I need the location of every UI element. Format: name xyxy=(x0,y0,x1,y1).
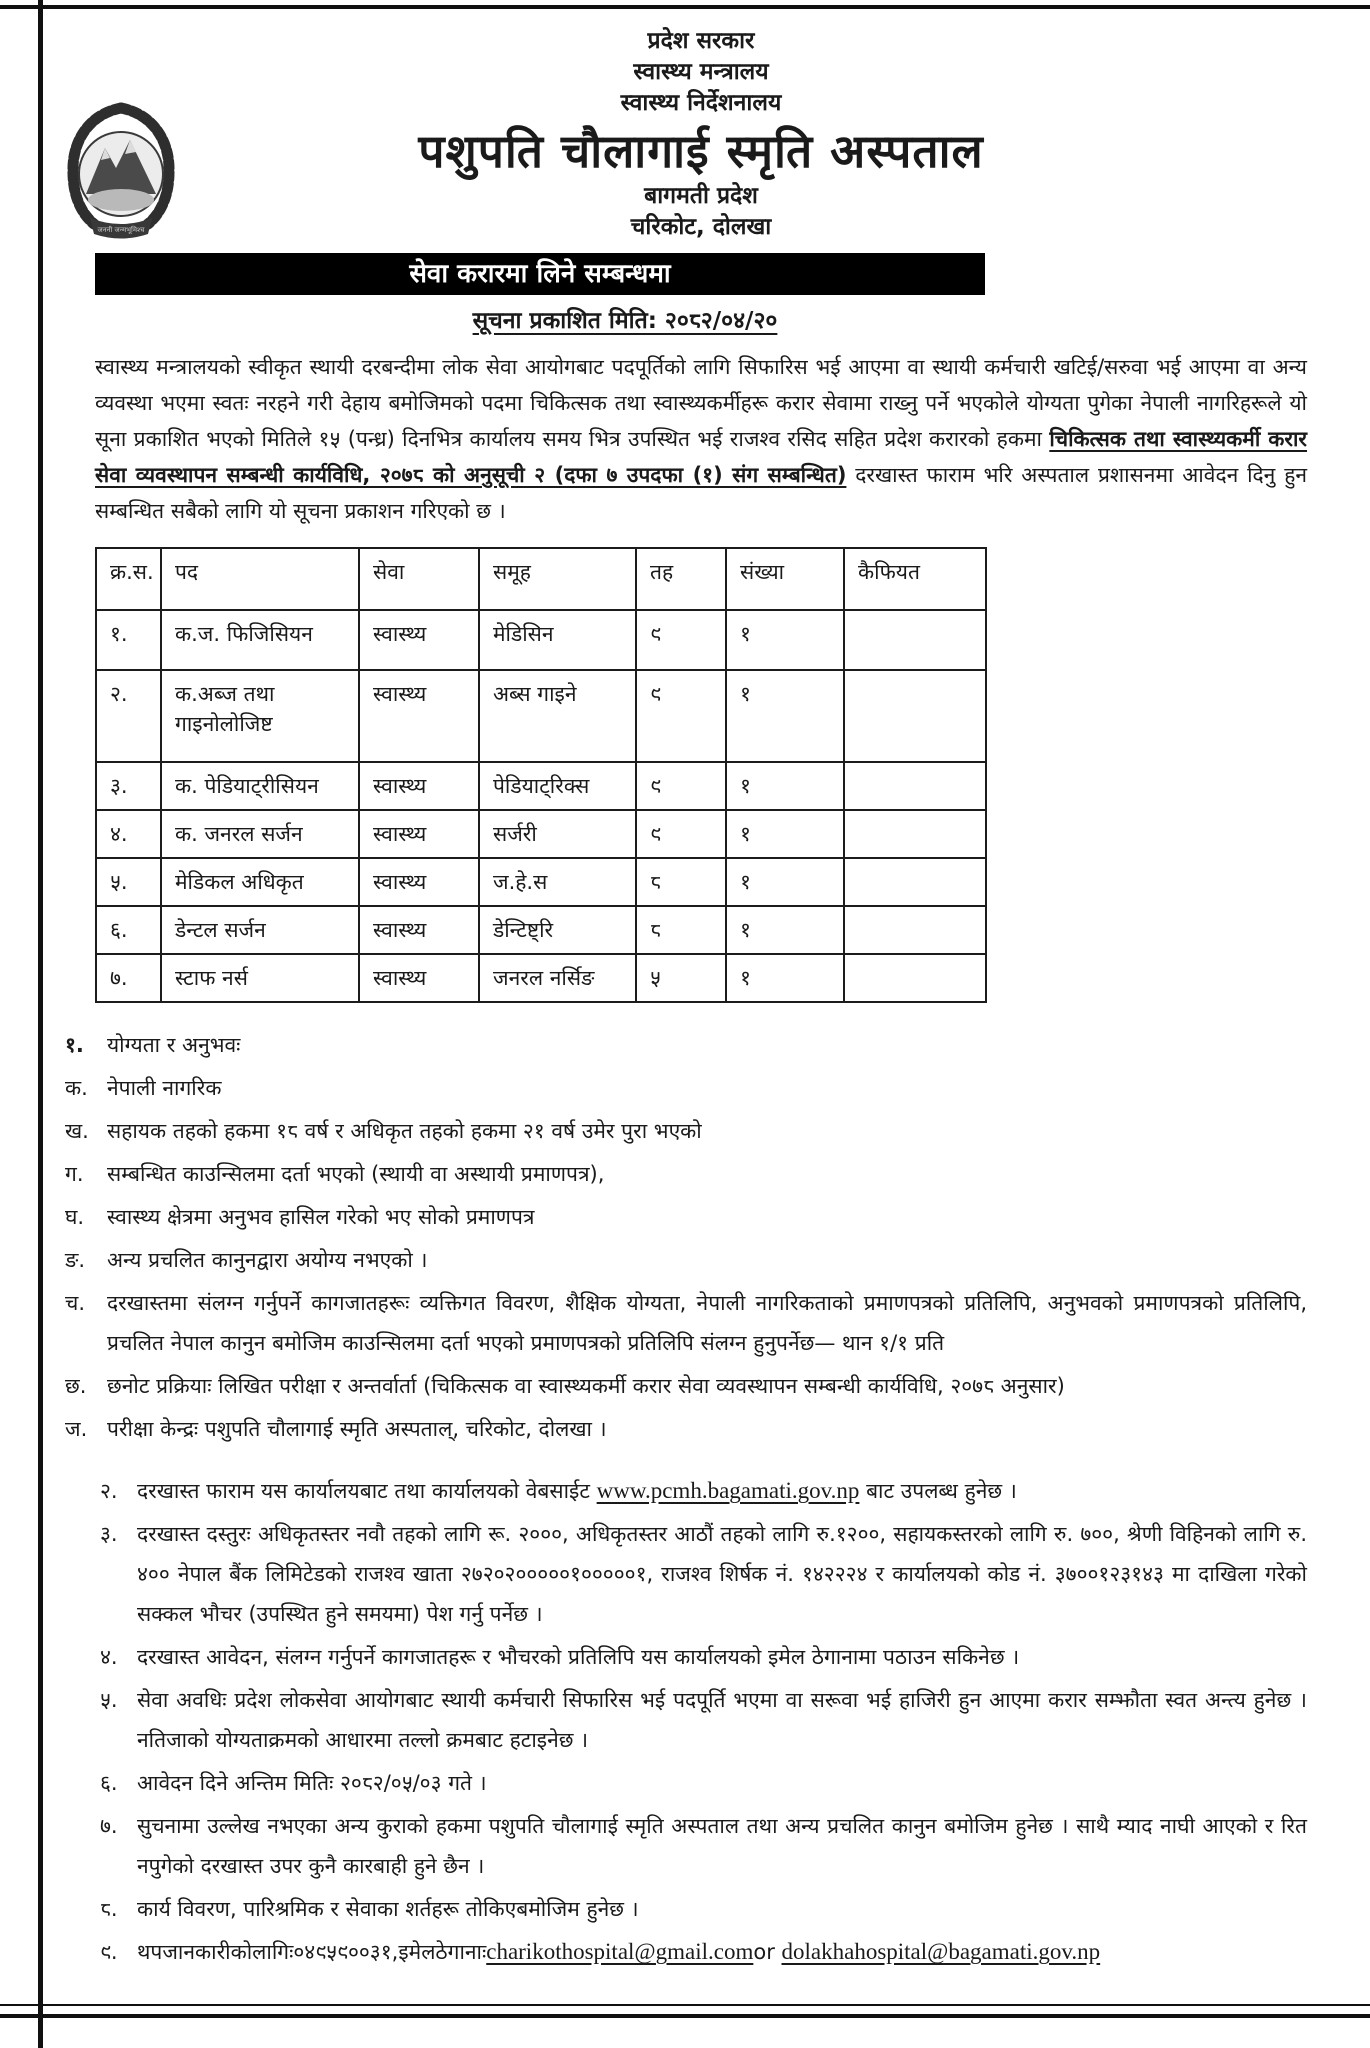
item-text: नेपाली नागरिक xyxy=(107,1076,222,1100)
item-marker: ४. xyxy=(100,1645,118,1669)
page-border-top xyxy=(0,5,1370,9)
list-item-form-availability xyxy=(100,1471,1307,1511)
form-note-post: बाट उपलब्ध हुनेछ । xyxy=(859,1479,1017,1503)
list-item xyxy=(65,1283,1307,1363)
item-marker: ५. xyxy=(100,1688,118,1712)
table-row xyxy=(96,858,986,906)
cell-group: जनरल नर्सिङ xyxy=(479,954,636,1002)
list-item-email-submission xyxy=(100,1637,1307,1677)
item-text: सेवा अवधिः प्रदेश लोकसेवा आयोगबाट स्थायी कर्मचारी सिफारिस भई पदपूर्ति भएमा वा सरूवा भई हाजिरी हुन आएमा करार सम्झौता स्वत अन्त्य हुनेछ । नतिजाको योग्यताक्रमको आधारमा तल्लो क्रमबाट हटाइनेछ । xyxy=(137,1688,1307,1752)
cell-count: १ xyxy=(726,610,844,670)
item-marker: ६. xyxy=(100,1771,118,1795)
item-text: सहायक तहको हकमा १८ वर्ष र अधिकृत तहको हकमा २१ वर्ष उमेर पुरा भएको xyxy=(107,1119,702,1143)
cell-remarks xyxy=(844,810,986,858)
cell-group: सर्जरी xyxy=(479,810,636,858)
item-text: सम्बन्धित काउन्सिलमा दर्ता भएको (स्थायी वा अस्थायी प्रमाणपत्र), xyxy=(107,1162,605,1186)
list-item-fees xyxy=(100,1514,1307,1634)
header-cell-remarks: कैफियत xyxy=(844,548,986,610)
header-cell-count: संख्या xyxy=(726,548,844,610)
item-text: सुचनामा उल्लेख नभएका अन्य कुराको हकमा पशुपति चौलागाई स्मृति अस्पताल तथा अन्य प्रचलित कानुन बमोजिम हुनेछ । साथै म्याद नाघी आएको र रित नपुगेको दरखास्त उपर कुनै कारबाही हुने छैन । xyxy=(137,1814,1307,1878)
cell-service: स्वास्थ्य xyxy=(359,810,479,858)
item-marker: २. xyxy=(100,1479,118,1503)
cell-count: १ xyxy=(726,810,844,858)
org-line-ministry: स्वास्थ्य मन्त्रालय xyxy=(633,59,769,85)
item-marker: ९. xyxy=(100,1940,118,1964)
form-note-pre: दरखास्त फाराम यस कार्यालयबाट तथा कार्यालयको वेबसाईट xyxy=(137,1479,597,1503)
cell-service: स्वास्थ्य xyxy=(359,670,479,762)
item-marker: घ. xyxy=(65,1205,85,1229)
province-line: बागमती प्रदेश xyxy=(644,183,758,209)
list-item-other-provisions xyxy=(100,1806,1307,1886)
item-marker: ङ. xyxy=(65,1248,86,1272)
item-text: परीक्षा केन्द्रः पशुपति चौलागाई स्मृति अस्पताल्, चरिकोट, दोलखा । xyxy=(107,1417,607,1441)
contact-or-text: or xyxy=(753,1940,782,1964)
cell-level: ८ xyxy=(636,858,726,906)
list-item xyxy=(65,1197,1307,1237)
contact-line xyxy=(137,1932,1307,1972)
org-line-directorate: स्वास्थ्य निर्देशनालय xyxy=(620,90,782,116)
item-marker: ग. xyxy=(65,1162,84,1186)
item-text: अन्य प्रचलित कानुनद्वारा अयोग्य नभएको । xyxy=(107,1248,428,1272)
list-item xyxy=(65,1409,1307,1449)
cell-service: स्वास्थ्य xyxy=(359,954,479,1002)
published-date-text: सूचना प्रकाशित मिति: २०८२/०४/२० xyxy=(472,308,778,334)
header-cell-group: समूह xyxy=(479,548,636,610)
qualifications-title: योग्यता र अनुभवः xyxy=(107,1033,241,1057)
item-marker: ख. xyxy=(65,1119,89,1143)
item-marker: ज. xyxy=(65,1417,88,1441)
cell-remarks xyxy=(844,610,986,670)
table-row xyxy=(96,670,986,762)
cell-group: डेन्टिष्ट्रि xyxy=(479,906,636,954)
header-cell-sn: क्र.स. xyxy=(96,548,161,610)
table-row xyxy=(96,906,986,954)
page-border-bottom-outer xyxy=(0,2004,1370,2006)
cell-sn: २. xyxy=(96,670,161,762)
cell-group: अब्स गाइने xyxy=(479,670,636,762)
table-row xyxy=(96,810,986,858)
cell-count: १ xyxy=(726,954,844,1002)
page-border-left xyxy=(38,0,43,2048)
item-marker: ३. xyxy=(100,1522,118,1546)
item-text: स्वास्थ्य क्षेत्रमा अनुभव हासिल गरेको भए सोको प्रमाणपत्र xyxy=(107,1205,535,1229)
cell-post: मेडिकल अधिकृत xyxy=(161,858,359,906)
list-item xyxy=(65,1068,1307,1108)
contact-phone-text: थपजानकारीकोलागिः०४९५९००३१,इमेलठेगानाः xyxy=(137,1940,487,1964)
address-line: चरिकोट, दोलखा xyxy=(630,214,772,240)
cell-sn: ५. xyxy=(96,858,161,906)
item-text: दरखास्त आवेदन, संलग्न गर्नुपर्ने कागजातहरू र भौचरको प्रतिलिपि यस कार्यालयको इमेल ठेगानामा पठाउन सकिनेछ । xyxy=(137,1645,1020,1669)
intro-text-emphasis: चिकित्सक तथा स्वास्थ्यकर्मी करार सेवा व्यवस्थापन सम्बन्धी कार्यविधि, २०७८ को अनुसूची २ (दफा ७ उपदफा (१) संग सम्बन्धित) xyxy=(95,427,1308,487)
hospital-name-title: पशुपति चौलागाई स्मृति अस्पताल xyxy=(418,124,984,178)
item-marker: ७. xyxy=(100,1814,118,1838)
cell-count: १ xyxy=(726,762,844,810)
intro-text-post: दरखास्त फाराम भरि अस्पताल प्रशासनमा आवेदन दिनु हुन सम्बन्धित सबैको लागि यो सूचना प्रकाशन गरिएको छ । xyxy=(95,463,1307,523)
cell-level: ९ xyxy=(636,762,726,810)
page-border-bottom-inner xyxy=(0,2014,1370,2018)
qualifications-section xyxy=(65,1025,1307,1449)
cell-level: ९ xyxy=(636,810,726,858)
qualifications-heading xyxy=(65,1025,1307,1065)
cell-sn: १. xyxy=(96,610,161,670)
cell-count: १ xyxy=(726,858,844,906)
cell-service: स्वास्थ्य xyxy=(359,906,479,954)
cell-remarks xyxy=(844,670,986,762)
header-cell-service: सेवा xyxy=(359,548,479,610)
cell-count: १ xyxy=(726,670,844,762)
cell-remarks xyxy=(844,858,986,906)
list-item-terms xyxy=(100,1889,1307,1929)
cell-sn: ४. xyxy=(96,810,161,858)
list-item xyxy=(65,1240,1307,1280)
item-text: दरखास्त दस्तुरः अधिकृतस्तर नवौ तहको लागि रू. २०००, अधिकृतस्तर आठौं तहको लागि रु.१२००, सहायकस्तरको लागि रु. ७००, श्रेणी विहिनको लागि रु. ४०० नेपाल बैंक लिमिटेडको राजश्व खाता २७२०२०००००१०००००१, राजश्व शिर्षक नं. १४२२२४ र कार्यालयको कोड नं. ३७००१२३१४३ मा दाखिला गरेको सक्कल भौचर (उपस्थित हुने समयमा) पेश गर्नु पर्नेछ । xyxy=(137,1522,1307,1626)
list-item-service-period xyxy=(100,1680,1307,1760)
email-link-gmail[interactable]: charikothospital@gmail.com xyxy=(486,1939,754,1964)
vacancy-table xyxy=(95,547,987,1003)
header-cell-post: पद xyxy=(161,548,359,610)
item-text xyxy=(137,1471,1307,1511)
item-marker: च. xyxy=(65,1291,86,1315)
cell-level: ५ xyxy=(636,954,726,1002)
cell-post: स्टाफ नर्स xyxy=(161,954,359,1002)
table-row xyxy=(96,954,986,1002)
cell-service: स्वास्थ्य xyxy=(359,858,479,906)
cell-remarks xyxy=(844,762,986,810)
email-link-bagamati[interactable]: dolakhahospital@bagamati.gov.np xyxy=(781,1939,1101,1964)
org-line-province-government: प्रदेश सरकार xyxy=(647,28,755,54)
cell-group: मेडिसिन xyxy=(479,610,636,670)
published-date-line xyxy=(95,307,1155,335)
cell-post: क.अब्ज तथा गाइनोलोजिष्ट xyxy=(161,670,359,762)
item-text: कार्य विवरण, पारिश्रमिक र सेवाका शर्तहरू तोकिएबमोजिम हुनेछ । xyxy=(137,1897,639,1921)
list-item-deadline xyxy=(100,1763,1307,1803)
item-marker: १. xyxy=(65,1033,84,1057)
list-item-contact xyxy=(100,1932,1307,1972)
cell-level: ८ xyxy=(636,906,726,954)
cell-post: क. जनरल सर्जन xyxy=(161,810,359,858)
notes-section xyxy=(95,1471,1307,1972)
cell-level: ९ xyxy=(636,670,726,762)
cell-group: पेडियाट्रिक्स xyxy=(479,762,636,810)
item-text: दरखास्तमा संलग्न गर्नुपर्ने कागजातहरूः व्यक्तिगत विवरण, शैक्षिक योग्यता, नेपाली नागरिकताको प्रमाणपत्रको प्रतिलिपि, अनुभवको प्रमाणपत्रको प्रतिलिपि, प्रचलित नेपाल कानुन बमोजिम काउन्सिलमा दर्ता भएको प्रमाणपत्रको प्रतिलिपि संलग्न हुनुपर्नेछ— थान १/१ प्रति xyxy=(107,1291,1307,1355)
cell-post: डेन्टल सर्जन xyxy=(161,906,359,954)
cell-remarks xyxy=(844,906,986,954)
item-marker: क. xyxy=(65,1076,88,1100)
intro-paragraph xyxy=(95,349,1307,529)
cell-group: ज.हे.स xyxy=(479,858,636,906)
cell-post: क. पेडियाट्रीसियन xyxy=(161,762,359,810)
item-text: आवेदन दिने अन्तिम मितिः २०८२/०५/०३ गते । xyxy=(137,1771,487,1795)
notice-subject-banner: सेवा करारमा लिने सम्बन्धमा xyxy=(95,253,985,295)
header-cell-level: तह xyxy=(636,548,726,610)
cell-sn: ६. xyxy=(96,906,161,954)
cell-sn: ७. xyxy=(96,954,161,1002)
table-row xyxy=(96,610,986,670)
svg-text:जननी जन्मभूमिश्च: जननी जन्मभूमिश्च xyxy=(97,226,145,234)
item-marker: ८. xyxy=(100,1897,118,1921)
website-link[interactable]: www.pcmh.bagamati.gov.np xyxy=(596,1478,860,1503)
list-item xyxy=(65,1366,1307,1406)
item-text: छनोट प्रक्रियाः लिखित परीक्षा र अन्तर्वार्ता (चिकित्सक वा स्वास्थ्यकर्मी करार सेवा व्यवस्थापन सम्बन्धी कार्यविधि, २०७८ अनुसार) xyxy=(107,1374,1065,1398)
cell-level: ९ xyxy=(636,610,726,670)
cell-service: स्वास्थ्य xyxy=(359,610,479,670)
intro-text-pre: स्वास्थ्य मन्त्रालयको स्वीकृत स्थायी दरबन्दीमा लोक सेवा आयोगबाट पदपूर्तिको लागि सिफारिस भई आएमा वा स्थायी कर्मचारी खटिई/सरुवा भई आएमा वा अन्य व्यवस्था भएमा स्वतः नरहने गरी देहाय बमोजिमको पदमा चिकित्सक तथा स्वास्थ्यकर्मीहरू करार सेवामा राख्नु पर्ने भएकोले योग्यता पुगेका नेपाली नागरिहरूले यो सूना प्रकाशित भएको मितिले १५ (पन्ध्र) दिनभित्र कार्यालय समय भित्र उपस्थित भई राजश्व रसिद सहित प्रदेश करारको हकमा xyxy=(95,355,1307,451)
cell-service: स्वास्थ्य xyxy=(359,762,479,810)
cell-remarks xyxy=(844,954,986,1002)
nepal-emblem-logo xyxy=(60,102,182,252)
table-row xyxy=(96,762,986,810)
item-marker: छ. xyxy=(65,1374,87,1398)
cell-sn: ३. xyxy=(96,762,161,810)
table-header-row xyxy=(96,548,986,610)
list-item xyxy=(65,1154,1307,1194)
cell-post: क.ज. फिजिसियन xyxy=(161,610,359,670)
list-item xyxy=(65,1111,1307,1151)
cell-count: १ xyxy=(726,906,844,954)
